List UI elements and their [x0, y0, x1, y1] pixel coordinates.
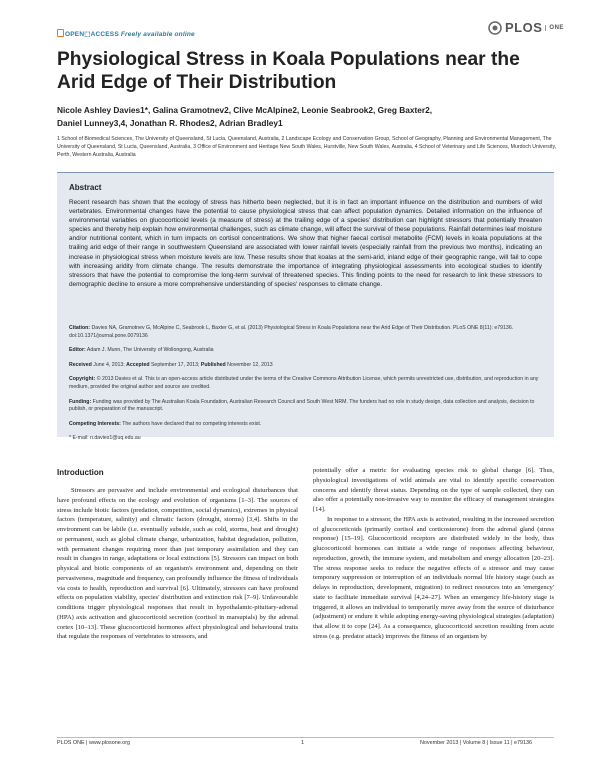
lock-glyph-icon: ⬚ [84, 31, 91, 38]
plos-logo-icon [488, 21, 502, 35]
abstract-box [57, 172, 554, 442]
footer-site-link[interactable]: www.plosone.org [88, 740, 131, 746]
abstract-text: Recent research has shown that the ecology of stress has hitherto been neglected, but it is in fact an important influence on the distribution and numbers of wild vertebrates. Environmental changes have the potential to cause physiological stress that can affect population dynamics. Detailed information on the influence of environmental variables on glucocorticoid levels (a measure of stress) at the trailing edge of a species' distribution can highlight stressors that potentially threaten species and thereby help explain how environmental challenges, such as climate change, will affect the survival of these populations. Rainfall determines leaf moisture and/or nutritional content, which in turn impacts on cortisol concentrations. We show that higher faecal cortisol metabolite (FCM) levels in koala populations at the trailing arid edge of their range in southwestern Queensland are associated with lower rainfall levels (especially rainfall from the previous two months), indicating an increase in physiological stress when moisture levels are low. These results show that koalas at the semi-arid, inland edge of their geographic range, will fail to cope with increasing aridity from climate change. The results demonstrate the importance of integrating physiological assessments into ecological studies to identify stressors that have the potential to compromise the long-term survival of threatened species. This finding points to the need for research to link these stressors to demographic decline to ensure a more comprehensive understanding of species' responses to climate change. [69, 199, 542, 288]
access-label: ACCESS [90, 31, 119, 38]
footer-issue: November 2013 | Volume 8 | Issue 11 | e79136 [420, 740, 532, 746]
competing-interests: Competing Interests: The authors have declared that no competing interests exist. [69, 420, 262, 427]
introduction-heading: Introduction [57, 468, 104, 477]
intro-right-column [313, 466, 554, 642]
copyright: Copyright: © 2013 Davies et al. This is an open-access article distributed under the terms of the Creative Commons Attribution License, which permits unrestricted use, distribution, and reproduction in any medium, provided the original author and source are credited. [69, 376, 539, 390]
article-metadata [69, 325, 542, 445]
journal-word: PLOS [505, 20, 543, 35]
citation: Citation: Davies NA, Gramotnev G, McAlpine C, Seabrook L, Baxter G, et al. (2013) Physiological Stress in Koala Populations near the Arid Edge of Their Distribution. PLoS ONE 8(11): e79136. doi:10.1371/journal.pone.0079136 [69, 325, 514, 339]
editor: Editor: Adam J. Munn, The University of Wollongong, Australia [69, 347, 214, 354]
right-paragraph-1: potentially offer a metric for evaluating species risk to global change [6]. Thus, physiological investigations of wild animals are vital to identify specific conservation concerns and identify threat status. Depending on the type of sample collected, they can also offer a potentially non-invasive way to monitor the efficacy of management strategies [14]. [313, 467, 554, 513]
affiliations: 1 School of Biomedical Sciences, The University of Queensland, St Lucia, Queensland, Australia, 2 Landscape Ecology and Conservation Group, School of Geography, Planning and Environmental Management, The University of Queensland, St Lucia, Queensland, Australia, 3 Office of Environment and Heritage New South Wales, Hurstville, New South Wales, Australia, 4 School of Veterinary and Life Sciences, Murdoch University, Perth, Western Australia, Australia [57, 136, 557, 159]
footer-divider [57, 737, 554, 738]
right-paragraph-2: In response to a stressor, the HPA axis is activated, resulting in the increased secretion of glucocorticoids (primarily cortisol and corticosterone) from the adrenal gland (stress response) [15–19]. Glucocorticoid receptors are distributed widely in the body, thus glucocorticoid hormones can initiate a wide range of responses affecting behaviour, reproduction, growth, the immune system, and metabolism and energy allocation [20–23]. The stress response seeks to reduce the negative effects of a stressor and may cause temporary suppression or interruption of an individuals normal life history stage (such as delays in reproduction, development, migration) to redirect resources into an 'emergency' state to facilitate immediate survival [4,24–27]. When an emergency life-history stage is triggered, it allows an individual to temporarily move away from the source of disturbance (adjustment) or endure it while adopting energy-saving physiological strategies (adaptation) that allow it to cope [24]. As a consequence, glucocorticoid secretion resulting from acute stress (e.g. predator attack) improves the fitness of an organism by [313, 515, 554, 640]
authors-line-2: Daniel Lunney3,4, Jonathan R. Rhodes2, Adrian Bradley1 [57, 118, 283, 128]
paper-title: Physiological Stress in Koala Populations near the Arid Edge of Their Distribution [57, 49, 520, 93]
journal-logo [488, 20, 564, 35]
free-available-label: Freely available online [120, 31, 195, 38]
author-list [57, 104, 557, 130]
open-access-banner [57, 29, 195, 38]
intro-left-column: Stressors are pervasive and include environmental and ecological disturbances that have profound effects on the ecology and evolution of organisms [1–3]. The sources of stress include biotic factors (predation, competition, social dynamics), extremes in physical factors (temperature, salinity) and climatic factors (drought, storms) [3,4]. Shifts in the environment can be labile (i.e. eventually subside, such as cold, storms, heat and drought) or permanent, such as global climate change, urbanization, habitat degradation, pollution, with permanent changes requiring more than just temporary assimilation and they can result in changes in range, adaptations or local extinctions [5]. Stressors can impact on both physical and biotic components of an organism's environment and, depending on their pervasiveness, magnitude and frequency, can profoundly influence the fitness of individuals via costs to health, reproduction and survival [6]. Ultimately, stressors can have profound effects on population viability, species' distribution and extinction risk [7–9]. Unfavourable conditions trigger physiological responses that result in hypothalamic-pituitary-adrenal (HPA) axis activation and glucocorticoid secretion (cortisol in marsupials) by the adrenal cortex [10–13]. These glucocorticoid hormones affect physiological and behavioural traits that regulate the responses of vertebrates to stressors, and [57, 487, 299, 641]
page-number: 1 [301, 740, 304, 746]
abstract-heading: Abstract [69, 183, 102, 192]
funding: Funding: Funding was provided by The Australian Koala Foundation, Australian Research Council and South West NRM. The funders had no role in study design, data collection and analysis, decision to publish, or preparation of the manuscript. [69, 398, 535, 413]
dates: Received June 4, 2013; Accepted September 17, 2013; Published November 12, 2013 [69, 361, 273, 368]
footer-journal: PLOS ONE | www.plosone.org [57, 740, 131, 746]
authors-line-1: Nicole Ashley Davies1*, Galina Gramotnev2, Clive McAlpine2, Leonie Seabrook2, Greg Baxter2, [57, 105, 433, 115]
footer-journal-name: PLOS ONE [57, 740, 85, 746]
open-label: OPEN [65, 31, 85, 38]
journal-one: ONE [545, 25, 564, 31]
email[interactable]: * E-mail: n.davies1@uq.edu.au [69, 435, 141, 442]
open-lock-icon [57, 29, 64, 37]
